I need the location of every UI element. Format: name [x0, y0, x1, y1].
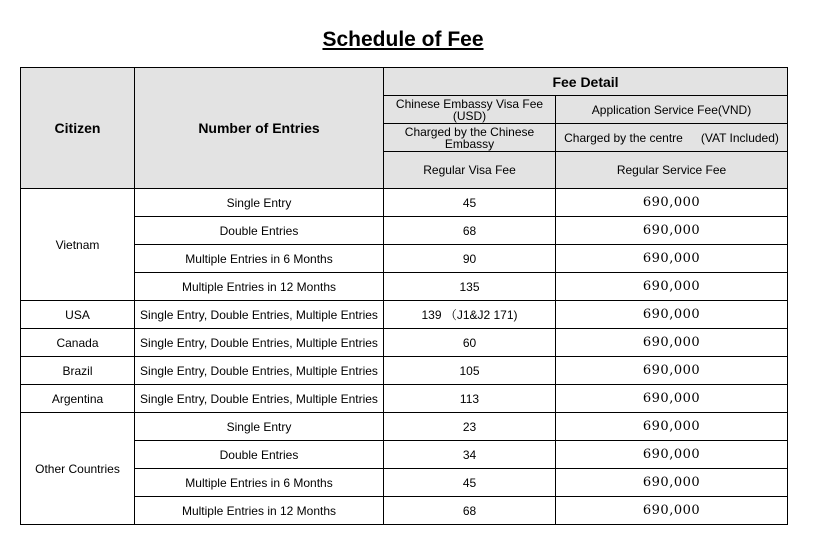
- table-row: [21, 357, 788, 385]
- embassy-fee-header: Chinese Embassy Visa Fee (USD): [384, 96, 556, 124]
- citizen-header: Citizen: [21, 68, 135, 189]
- citizen-cell: Vietnam: [21, 189, 135, 301]
- entries-cell: Single Entry, Double Entries, Multiple Entries: [135, 385, 384, 413]
- citizen-cell: Other Countries: [21, 413, 135, 525]
- service-fee-cell: 690,000: [556, 469, 788, 497]
- fee-table-body: [21, 189, 788, 525]
- visa-fee-cell: 139 （J1&J2 171): [384, 301, 556, 329]
- table-row: [21, 329, 788, 357]
- service-fee-cell: 690,000: [556, 413, 788, 441]
- visa-fee-cell: 90: [384, 245, 556, 273]
- table-row: [21, 469, 788, 497]
- table-row: [21, 497, 788, 525]
- service-fee-header: Application Service Fee(VND): [556, 96, 788, 124]
- visa-fee-cell: 135: [384, 273, 556, 301]
- entries-header: Number of Entries: [135, 68, 384, 189]
- entries-cell: Multiple Entries in 12 Months: [135, 273, 384, 301]
- fee-detail-header: Fee Detail: [384, 68, 788, 96]
- service-fee-cell: 690,000: [556, 189, 788, 217]
- citizen-cell: USA: [21, 301, 135, 329]
- charged-centre-label: Charged by the centre: [564, 130, 683, 145]
- visa-fee-cell: 105: [384, 357, 556, 385]
- service-fee-cell: 690,000: [556, 441, 788, 469]
- table-row: [21, 273, 788, 301]
- visa-fee-cell: 34: [384, 441, 556, 469]
- entries-cell: Multiple Entries in 6 Months: [135, 469, 384, 497]
- service-fee-cell: 690,000: [556, 385, 788, 413]
- entries-cell: Multiple Entries in 12 Months: [135, 497, 384, 525]
- service-fee-cell: 690,000: [556, 301, 788, 329]
- regular-service-header: Regular Service Fee: [556, 152, 788, 189]
- table-row: [21, 189, 788, 217]
- regular-visa-header: Regular Visa Fee: [384, 152, 556, 189]
- entries-cell: Single Entry: [135, 413, 384, 441]
- service-fee-cell: 690,000: [556, 217, 788, 245]
- visa-fee-cell: 68: [384, 497, 556, 525]
- charged-centre-header: [556, 124, 788, 152]
- service-fee-cell: 690,000: [556, 357, 788, 385]
- entries-cell: Double Entries: [135, 441, 384, 469]
- fee-table: [20, 67, 788, 525]
- entries-cell: Single Entry, Double Entries, Multiple Entries: [135, 357, 384, 385]
- vat-label: (VAT Included): [700, 130, 779, 145]
- page-title: Schedule of Fee: [322, 28, 484, 51]
- visa-fee-cell: 113: [384, 385, 556, 413]
- table-row: [21, 441, 788, 469]
- entries-cell: Double Entries: [135, 217, 384, 245]
- table-row: [21, 301, 788, 329]
- visa-fee-cell: 23: [384, 413, 556, 441]
- entries-cell: Multiple Entries in 6 Months: [135, 245, 384, 273]
- visa-fee-cell: 45: [384, 189, 556, 217]
- service-fee-cell: 690,000: [556, 497, 788, 525]
- citizen-cell: Argentina: [21, 385, 135, 413]
- citizen-cell: Brazil: [21, 357, 135, 385]
- table-row: [21, 413, 788, 441]
- entries-cell: Single Entry, Double Entries, Multiple Entries: [135, 301, 384, 329]
- table-row: [21, 245, 788, 273]
- service-fee-cell: 690,000: [556, 245, 788, 273]
- visa-fee-cell: 60: [384, 329, 556, 357]
- charged-embassy-header: Charged by the Chinese Embassy: [384, 124, 556, 152]
- entries-cell: Single Entry, Double Entries, Multiple Entries: [135, 329, 384, 357]
- citizen-cell: Canada: [21, 329, 135, 357]
- table-row: [21, 217, 788, 245]
- visa-fee-cell: 45: [384, 469, 556, 497]
- visa-fee-cell: 68: [384, 217, 556, 245]
- table-row: [21, 385, 788, 413]
- service-fee-cell: 690,000: [556, 329, 788, 357]
- service-fee-cell: 690,000: [556, 273, 788, 301]
- entries-cell: Single Entry: [135, 189, 384, 217]
- fee-table-header: [21, 68, 788, 189]
